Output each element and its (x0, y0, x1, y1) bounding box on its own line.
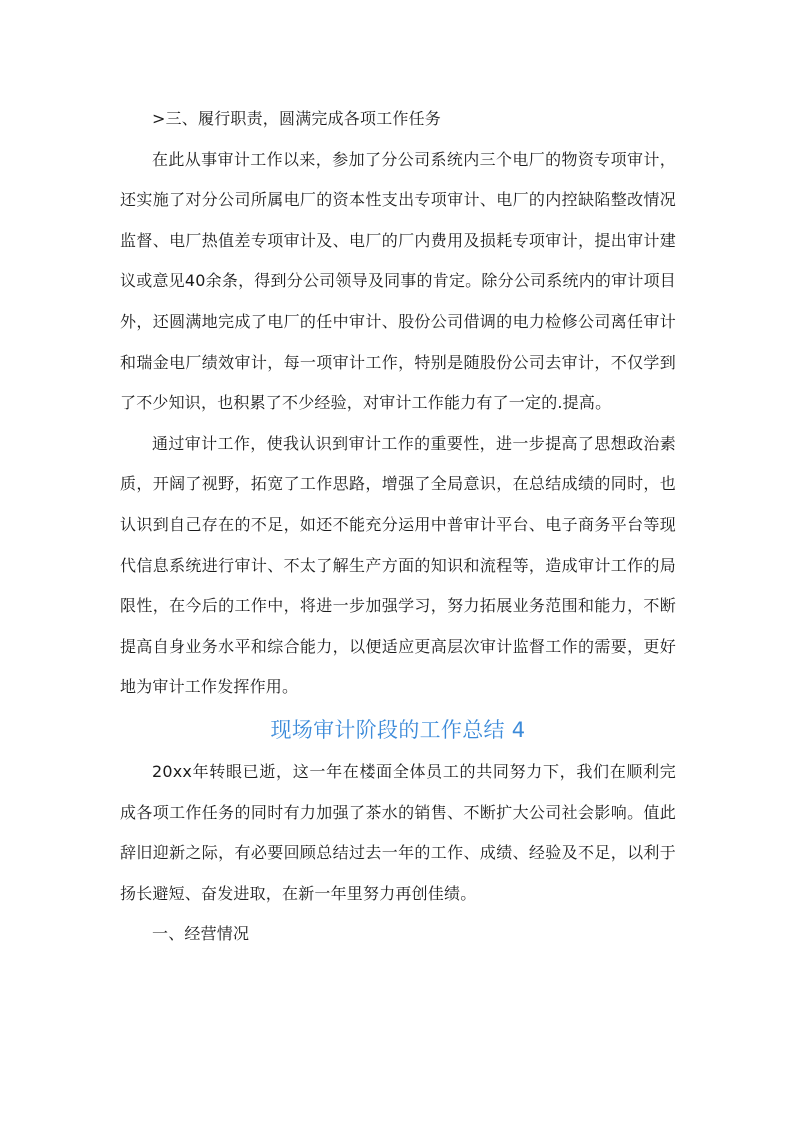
paragraph-audit-reflection: 通过审计工作，使我认识到审计工作的重要性，进一步提高了思想政治素质，开阔了视野，拓宽了工作思路，增强了全局意识，在总结成绩的同时，也认识到自己存在的不足，如还不能充分运用中普审计平台、电子商务平台等现代信息系统进行审计、不太了解生产方面的知识和流程等，造成审计工作的局限性，在今后的工作中，将进一步加强学习，努力拓展业务范围和能力，不断提高自身业务水平和综合能力，以便适应更高层次审计监督工作的需要，更好地为审计工作发挥作用。 (120, 433, 676, 697)
section-title: 现场审计阶段的工作总结 4 (270, 717, 526, 742)
paragraph-audit-work: 在此从事审计工作以来，参加了分公司系统内三个电厂的物资专项审计，还实施了对分公司所属电厂的资本性支出专项审计、电厂的内控缺陷整改情况监督、电厂热值差专项审计及、电厂的厂内费用及损耗专项审计，提出审计建议或意见40余条，得到分公司领导及同事的肯定。除分公司系统内的审计项目外，还圆满地完成了电厂的任中审计、股份公司借调的电力检修公司离任审计和瑞金电厂绩效审计，每一项审计工作，特别是随股份公司去审计，不仅学到了不少知识，也积累了不少经验，对审计工作能力有了一定的.提高。 (120, 149, 676, 413)
section-heading-operations: 一、经营情况 (152, 924, 250, 944)
document-body (120, 99, 676, 955)
paragraph-year-review: 20xx年转眼已逝，这一年在楼面全体员工的共同努力下，我们在顺利完成各项工作任务的同时有力加强了茶水的销售、不断扩大公司社会影响。值此辞旧迎新之际，有必要回顾总结过去一年的工作、成绩、经验及不足，以利于扬长避短、奋发进取，在新一年里努力再创佳绩。 (120, 761, 676, 903)
section-heading-three: >三、履行职责，圆满完成各项工作任务 (152, 109, 442, 128)
